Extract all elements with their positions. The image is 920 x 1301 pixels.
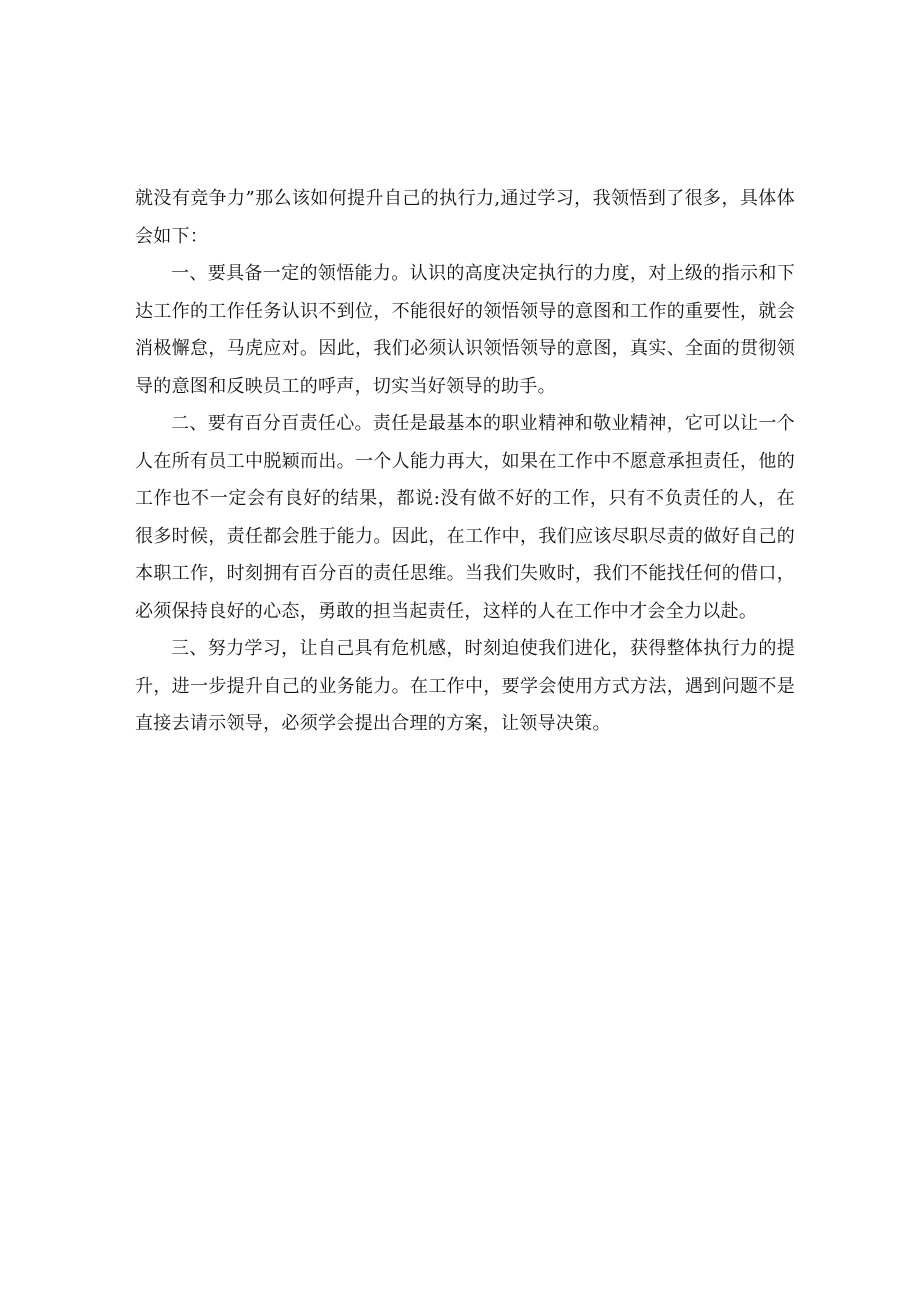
document-body [135, 180, 795, 743]
paragraph-comprehension-ability: 一、要具备一定的领悟能力。认识的高度决定执行的力度，对上级的指示和下达工作的工作任务认识不到位，不能很好的领悟领导的意图和工作的重要性，就会消极懈怠，马虎应对。因此，我们必须认识领悟领导的意图，真实、全面的贯彻领导的意图和反映员工的呼声，切实当好领导的助手。 [135, 263, 795, 397]
paragraph-continuation: 就没有竞争力”那么该如何提升自己的执行力,通过学习，我领悟到了很多，具体体会如下： [135, 188, 795, 247]
paragraph-responsibility: 二、要有百分百责任心。责任是最基本的职业精神和敬业精神，它可以让一个人在所有员工中脱颖而出。一个人能力再大，如果在工作中不愿意承担责任，他的工作也不一定会有良好的结果，都说:没有做不好的工作，只有不负责任的人，在很多时候，责任都会胜于能力。因此，在工作中，我们应该尽职尽责的做好自己的本职工作，时刻拥有百分百的责任思维。当我们失败时，我们不能找任何的借口，必须保持良好的心态，勇敢的担当起责任，这样的人在工作中才会全力以赴。 [135, 413, 795, 622]
paragraph-learning: 三、努力学习，让自己具有危机感，时刻迫使我们进化，获得整体执行力的提升，进一步提升自己的业务能力。在工作中，要学会使用方式方法，遇到问题不是直接去请示领导，必须学会提出合理的方案，让领导决策。 [135, 638, 795, 734]
